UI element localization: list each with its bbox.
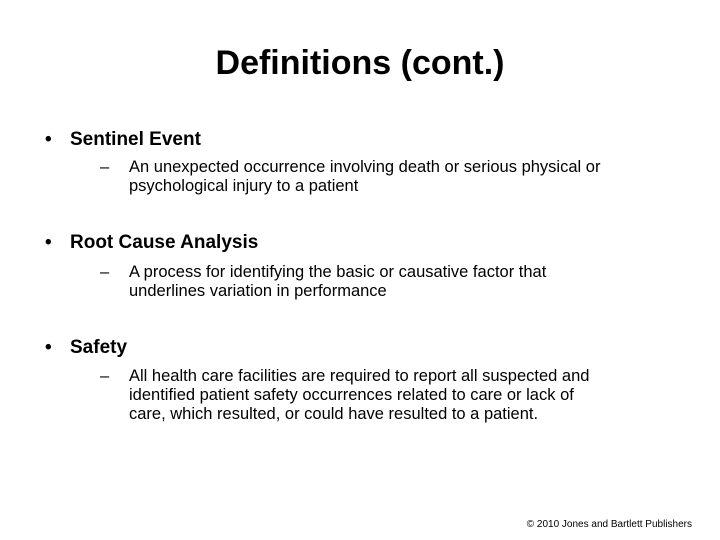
copyright-footer: © 2010 Jones and Bartlett Publishers: [526, 519, 692, 530]
bullet-sentinel-event: • Sentinel Event: [45, 129, 201, 150]
bullet-heading: Safety: [70, 337, 128, 358]
sub-bullet-line: All health care facilities are required to report all suspected and: [129, 367, 590, 385]
bullet-heading: Root Cause Analysis: [70, 232, 259, 253]
bullet-root-cause-analysis: • Root Cause Analysis: [45, 232, 259, 253]
sub-bullet-line: underlines variation in performance: [129, 282, 387, 300]
sub-bullet: – A process for identifying the basic or causative factor that underlines variation in performance: [100, 263, 547, 300]
sub-bullet-line: psychological injury to a patient: [129, 177, 359, 195]
sub-bullet-line: identified patient safety occurrences related to care or lack of: [129, 386, 574, 404]
sub-bullet: – All health care facilities are required to report all suspected and identified patient safety occurrences related to care or lack of care, which resulted, or could have resulted to a patient.: [100, 367, 590, 423]
sub-bullet-line: A process for identifying the basic or causative factor that: [129, 263, 547, 281]
slide-title: Definitions (cont.): [215, 44, 505, 82]
sub-bullet: – An unexpected occurrence involving death or serious physical or psychological injury to a patient: [100, 158, 601, 195]
sub-bullet-line: care, which resulted, or could have resulted to a patient.: [129, 405, 539, 423]
bullet-safety: • Safety: [45, 337, 128, 358]
bullet-heading: Sentinel Event: [70, 129, 201, 150]
sub-bullet-line: An unexpected occurrence involving death or serious physical or: [129, 158, 601, 176]
